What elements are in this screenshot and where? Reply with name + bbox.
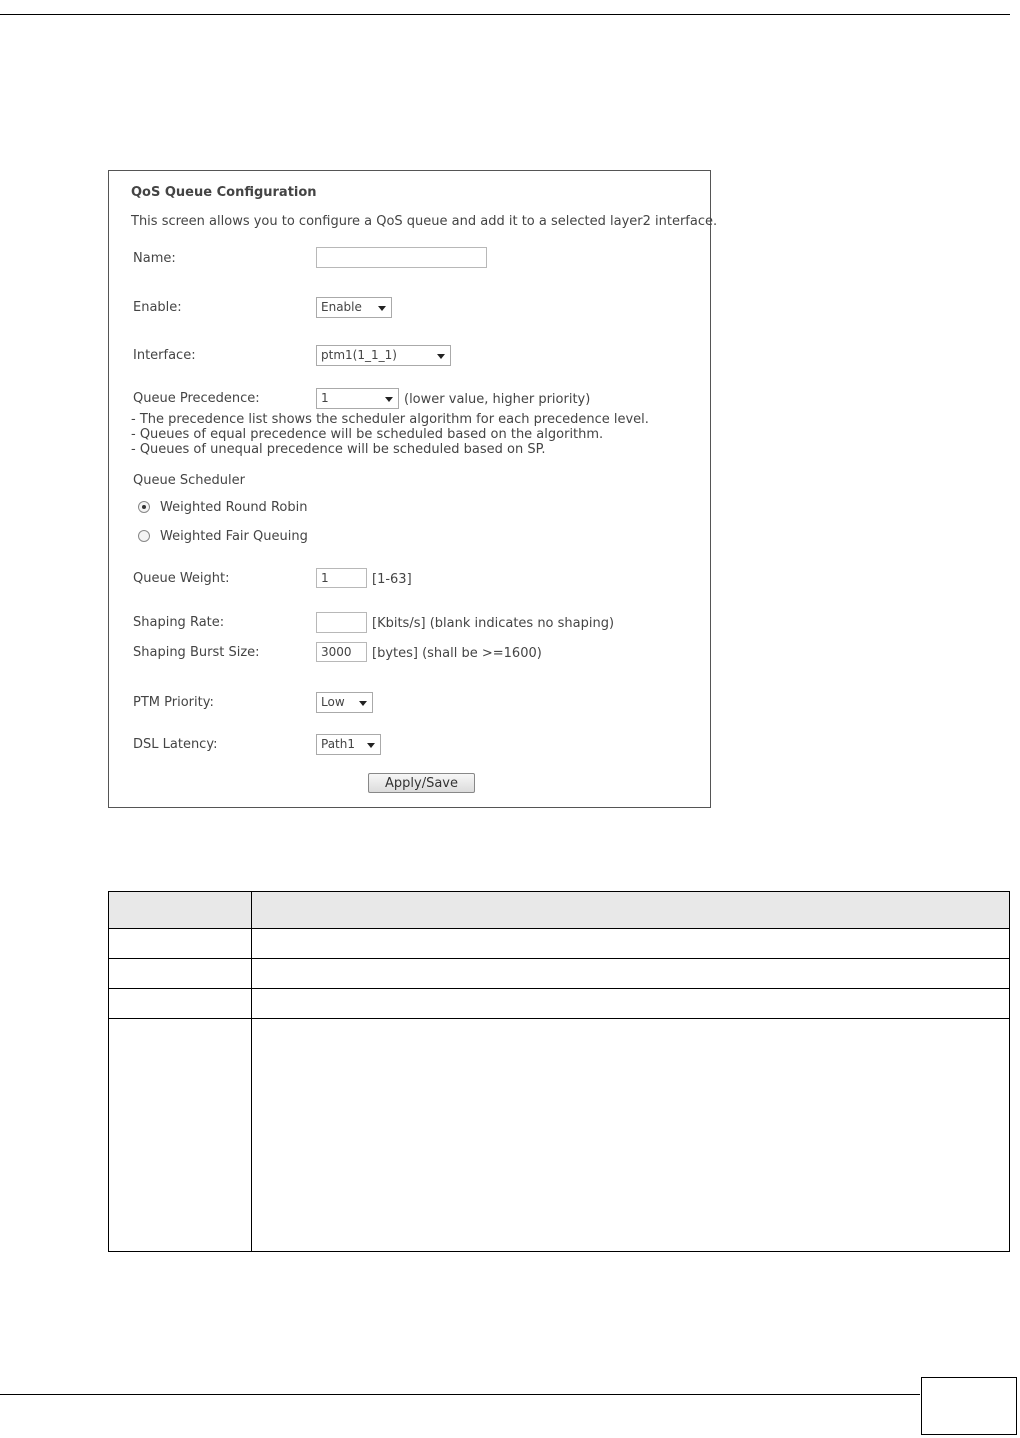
precedence-note: - Queues of unequal precedence will be scheduled based on SP.	[131, 442, 546, 457]
shaping-rate-input[interactable]	[316, 612, 367, 633]
precedence-note: - The precedence list shows the scheduler algorithm for each precedence level.	[131, 412, 649, 427]
footer-rule	[0, 1394, 920, 1395]
qos-queue-config-panel	[108, 170, 718, 808]
table-header-cell	[252, 892, 1010, 929]
field-description-table	[108, 891, 1010, 1252]
precedence-hint: (lower value, higher priority)	[404, 392, 591, 407]
table-row	[109, 1019, 1010, 1252]
chevron-down-icon	[359, 701, 367, 706]
chevron-down-icon	[385, 397, 393, 402]
burst-size-hint: [bytes] (shall be >=1600)	[372, 646, 542, 661]
shaping-rate-hint: [Kbits/s] (blank indicates no shaping)	[372, 616, 615, 631]
interface-label: Interface:	[133, 348, 196, 363]
header-rule	[0, 14, 1010, 15]
table-header-row	[109, 892, 1010, 929]
ptm-priority-select[interactable]	[316, 692, 373, 713]
apply-save-button[interactable]: Apply/Save	[368, 773, 475, 793]
interface-select-value: ptm1(1_1_1)	[321, 348, 397, 362]
precedence-note: - Queues of equal precedence will be scheduled based on the algorithm.	[131, 427, 604, 442]
burst-size-label: Shaping Burst Size:	[133, 645, 260, 660]
table-cell	[252, 959, 1010, 989]
weight-input[interactable]	[316, 568, 367, 588]
precedence-select[interactable]	[316, 388, 399, 409]
table-cell	[109, 1019, 252, 1252]
dsl-latency-select[interactable]	[316, 734, 381, 755]
chevron-down-icon	[437, 354, 445, 359]
radio-weighted-round-robin[interactable]	[138, 501, 150, 513]
table-header-cell	[109, 892, 252, 929]
ptm-priority-label: PTM Priority:	[133, 695, 214, 710]
table-cell	[252, 989, 1010, 1019]
chevron-down-icon	[378, 306, 386, 311]
precedence-select-value: 1	[321, 391, 329, 405]
table-row	[109, 929, 1010, 959]
name-input[interactable]	[316, 247, 487, 268]
interface-select[interactable]	[316, 345, 451, 366]
radio-weighted-fair-queuing[interactable]	[138, 530, 150, 542]
table-cell	[252, 1019, 1010, 1252]
dsl-latency-label: DSL Latency:	[133, 737, 218, 752]
table-row	[109, 959, 1010, 989]
panel-intro: This screen allows you to configure a QoS queue and add it to a selected layer2 interface.	[131, 214, 718, 229]
weight-hint: [1-63]	[372, 572, 412, 587]
table-row	[109, 989, 1010, 1019]
chevron-down-icon	[367, 743, 375, 748]
table-cell	[109, 929, 252, 959]
enable-select[interactable]	[316, 297, 392, 318]
page-number-box	[921, 1377, 1017, 1435]
table-cell	[252, 929, 1010, 959]
enable-select-value: Enable	[321, 300, 362, 314]
ptm-priority-select-value: Low	[321, 695, 345, 709]
panel-title: QoS Queue Configuration	[131, 185, 317, 200]
name-label: Name:	[133, 251, 176, 266]
shaping-rate-label: Shaping Rate:	[133, 615, 225, 630]
precedence-label: Queue Precedence:	[133, 391, 260, 406]
burst-size-input[interactable]	[316, 642, 367, 662]
table-cell	[109, 959, 252, 989]
enable-label: Enable:	[133, 300, 182, 315]
weight-label: Queue Weight:	[133, 571, 230, 586]
table-cell	[109, 989, 252, 1019]
scheduler-label: Queue Scheduler	[133, 473, 245, 488]
radio-label-weighted-fair-queuing: Weighted Fair Queuing	[160, 529, 308, 544]
dsl-latency-select-value: Path1	[321, 737, 355, 751]
radio-label-weighted-round-robin: Weighted Round Robin	[160, 500, 308, 515]
